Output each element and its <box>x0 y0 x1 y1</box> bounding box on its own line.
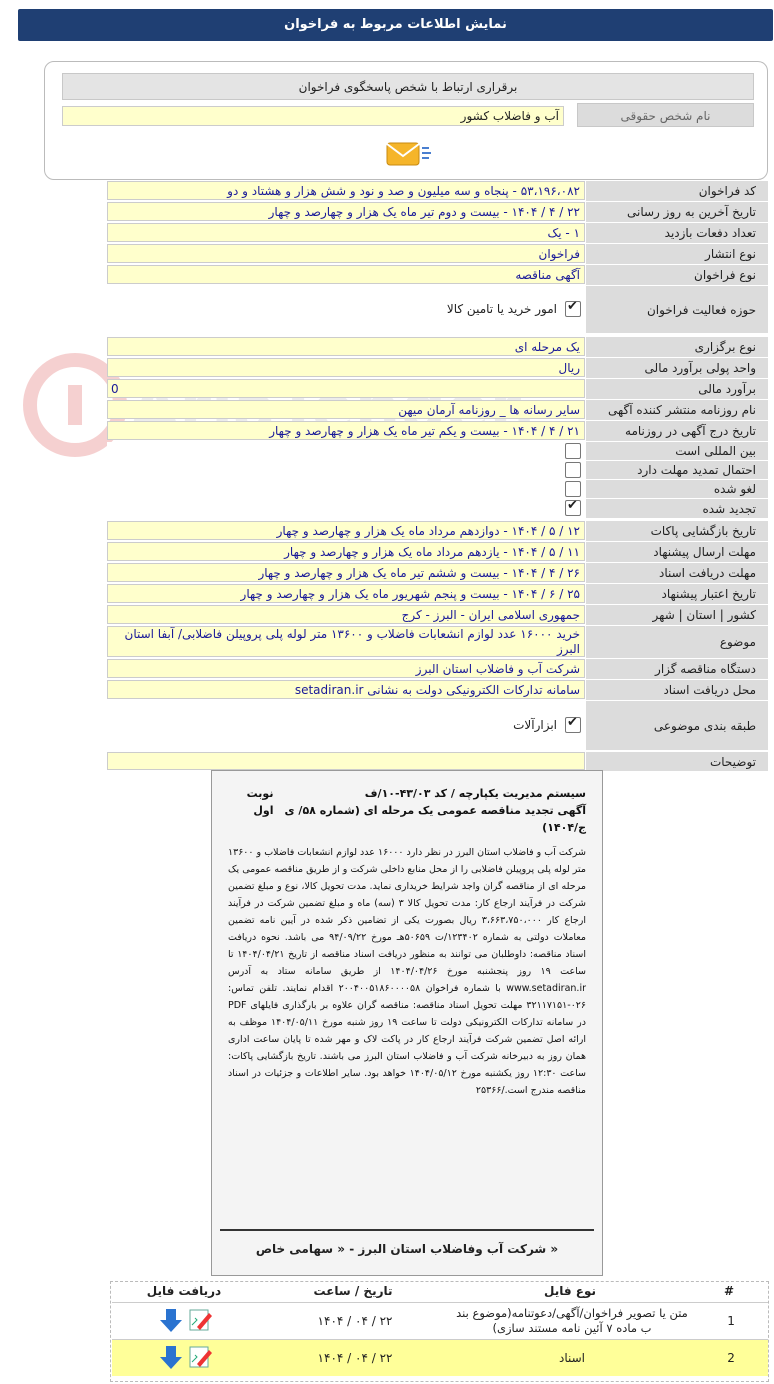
last-update-value: ۲۲ / ۴ / ۱۴۰۴ - بیست و دوم تیر ماه یک هزار و چهارصد و چهار <box>107 202 585 221</box>
category-option <box>107 714 585 736</box>
currency-value: ریال <box>107 358 585 377</box>
publish-type-value: فراخوان <box>107 244 585 263</box>
download-arrow-icon[interactable] <box>159 1344 183 1373</box>
organizer-value: شرکت آب و فاضلاب استان البرز <box>107 659 585 678</box>
ad-title-1: سیستم مدیریت یکپارچه / کد ۴۳/۰۳-۱۰/ف <box>364 787 586 800</box>
renewed-checkbox[interactable] <box>565 500 581 516</box>
docs-place-value: سامانه تدارکات الکترونیکی دولت به نشانی setadiran.ir <box>107 680 585 699</box>
file-row-type: اسناد <box>559 1351 586 1365</box>
currency-label: واحد پولی برآورد مالی <box>586 357 768 378</box>
extension-row <box>107 461 585 478</box>
file-row-actions <box>112 1340 260 1376</box>
file-row-date: ۲۲ / ۰۴ / ۱۴۰۴ <box>317 1351 393 1365</box>
call-type-value: آگهی مناقصه <box>107 265 585 284</box>
extension-checkbox[interactable] <box>565 462 581 478</box>
publish-type-label: نوع انتشار <box>586 243 768 264</box>
edit-icon[interactable] <box>187 1307 213 1336</box>
category-label: طبقه بندی موضوعی <box>586 700 768 750</box>
files-header-download: دریافت فایل <box>146 1284 222 1298</box>
visits-label: تعداد دفعات بازدید <box>586 222 768 243</box>
ad-body: شرکت آب و فاضلاب استان البرز در نظر دارد ۱۶۰۰۰ عدد لوازم انشعابات فاضلاب و ۱۳۶۰۰ متر لوله پلی پروپیلن فاضلابی را از محل منابع داخلی شرکت و از طریق مناقصه عمومی یک مرحله ای از مناقصه گران واجد شرایط خریداری نماید. مدت تحویل کالا، نوع و مبلغ تضمین شرکت در فرآیند ارجاع کار: مدت تحویل کالا ۳ (سه) ماه و مبلغ تضمین شرکت در فرآیند ارجاع کار ۳،۶۶۳،۷۵۰،۰۰۰ ریال بصورت یکی از تضامین ذکر شده در آیین نامه تضمین معاملات دولتی به شماره ۱۲۳۴۰۲/ت ۵۰۶۵۹هـ مورخ ۹۴/۰۹/۲۲ می باشد. نحوه دریافت اسناد مناقصه: داوطلبان می توانند به منظور دریافت اسناد مناقصه از تاریخ ۱۴۰۴/۰۴/۲۱ تا ساعت ۱۹ روز پنجشنبه مورخ ۱۴۰۴/۰۴/۲۶ از طریق سامانه ستاد به آدرس www.setadiran.ir با شماره فراخوان ۲۰۰۴۰۰۵۱۸۶۰۰۰۰۵۸ اقدام نمایند. تلفن تماس: ۰۲۶-۳۲۱۱۷۱۵۱ مهلت تحویل اسناد مناقصه: مناقصه گران علاوه بر بارگذاری فایلهای PDF در سامانه تدارکات الکترونیکی دولت تا ساعت ۱۹ روز شنبه مورخ ۱۴۰۴/۰۵/۱۱ موظف به ارائه اصل تضمین شرکت فرآیند ارجاع کار در پاکت لاک و مهر شده تا پایان ساعت اداری همان روز به دبیرخانه شرکت آب و فاضلاب استان البرز می باشند. تاریخ بازگشایی پاکات: ساعت ۱۲:۳۰ روز یکشنبه مورخ ۱۴۰۴/۰۵/۱۲ خواهد بود. سایر اطلاعات و جزئیات در اسناد مناقصه مندرج است./۲۵۳۶۶ <box>228 847 587 1096</box>
download-arrow-icon[interactable] <box>159 1307 183 1336</box>
notes-label: توضیحات <box>586 751 768 771</box>
submit-deadline-label: مهلت ارسال پیشنهاد <box>586 541 768 562</box>
extension-label: احتمال تمدید مهلت دارد <box>586 460 768 479</box>
file-row-actions <box>112 1303 260 1339</box>
international-label: بین المللی است <box>586 441 768 460</box>
activity-checkbox[interactable] <box>565 301 581 317</box>
activity-option-label: امور خرید یا تامین کالا <box>446 302 557 316</box>
call-code-label: کد فراخوان <box>586 180 768 201</box>
legal-name-label: نام شخص حقوقی <box>577 103 754 127</box>
ad-footer: شرکت آب وفاضلاب استان البرز - « سهامی خاص » <box>220 1229 594 1267</box>
newspaper-date-value: ۲۱ / ۴ / ۱۴۰۴ - بیست و یکم تیر ماه یک هزار و چهارصد و چهار <box>107 421 585 440</box>
newspaper-label: نام روزنامه منتشر کننده آگهی <box>586 399 768 420</box>
category-option-label: ابزارآلات <box>513 718 557 732</box>
files-header-type: نوع فایل <box>544 1284 596 1298</box>
docs-deadline-value: ۲۶ / ۴ / ۱۴۰۴ - بیست و ششم تیر ماه یک هزار و چهارصد و چهار <box>107 563 585 582</box>
activity-option <box>107 298 585 320</box>
files-header-date: تاریخ / ساعت <box>313 1284 393 1298</box>
ad-image[interactable] <box>211 770 603 1276</box>
validity-value: ۲۵ / ۶ / ۱۴۰۴ - بیست و پنجم شهریور ماه یک هزار و چهارصد و چهار <box>107 584 585 603</box>
newspaper-value: سایر رسانه ها _ روزنامه آرمان میهن <box>107 400 585 419</box>
opening-date-label: تاریخ بازگشایی پاکات <box>586 520 768 541</box>
location-label: کشور | استان | شهر <box>586 604 768 625</box>
ad-title-2: آگهی تجدید مناقصه عمومی یک مرحله ای (شماره ۵۸/ ی ج/۱۴۰۴) <box>284 804 586 834</box>
location-value: جمهوری اسلامی ایران - البرز - کرج <box>107 605 585 624</box>
cancelled-label: لغو شده <box>586 479 768 498</box>
holding-type-value: یک مرحله ای <box>107 337 585 356</box>
files-header-num: # <box>723 1284 735 1298</box>
edit-icon[interactable] <box>187 1344 213 1373</box>
international-checkbox[interactable] <box>565 443 581 459</box>
file-row-date: ۲۲ / ۰۴ / ۱۴۰۴ <box>317 1314 393 1328</box>
international-row <box>107 442 585 459</box>
last-update-label: تاریخ آخرین به روز رسانی <box>586 201 768 222</box>
visits-value: ۱ - یک <box>107 223 585 242</box>
docs-deadline-label: مهلت دریافت اسناد <box>586 562 768 583</box>
activity-label: حوزه فعالیت فراخوان <box>586 285 768 333</box>
subject-label: موضوع <box>586 625 768 658</box>
file-row-num: 1 <box>727 1314 735 1328</box>
cancelled-checkbox[interactable] <box>565 481 581 497</box>
legal-name-value: آب و فاضلاب کشور <box>62 106 564 126</box>
subject-value: خرید ۱۶۰۰۰ عدد لوازم انشعابات فاضلاب و ۱۳۶۰۰ متر لوله پلی پروپیلن فاضلابی/ آبفا استان البرز <box>107 626 585 657</box>
call-code-value: ۵۳،۱۹۶،۰۸۲ - پنجاه و سه میلیون و صد و نود و شش هزار و هشتاد و دو <box>107 181 585 200</box>
files-header <box>110 1282 769 1300</box>
renewed-row <box>107 499 585 517</box>
submit-deadline-value: ۱۱ / ۵ / ۱۴۰۴ - یازدهم مرداد ماه یک هزار و چهارصد و چهار <box>107 542 585 561</box>
file-row <box>112 1302 768 1339</box>
holding-type-label: نوع برگزاری <box>586 336 768 357</box>
cancelled-row <box>107 480 585 497</box>
renewed-label: تجدید شده <box>586 498 768 518</box>
organizer-label: دستگاه مناقصه گزار <box>586 658 768 679</box>
validity-label: تاریخ اعتبار پیشنهاد <box>586 583 768 604</box>
estimate-label: برآورد مالی <box>586 378 768 399</box>
estimate-value: 0 <box>107 379 585 398</box>
notes-value <box>107 752 585 770</box>
envelope-icon[interactable] <box>384 137 432 171</box>
file-row-type: متن یا تصویر فراخوان/آگهی/دعوتنامه(موضوع بند ب ماده ۷ آئین نامه مستند سازی) <box>456 1306 688 1335</box>
file-row-num: 2 <box>727 1351 735 1365</box>
newspaper-date-label: تاریخ درج آگهی در روزنامه <box>586 420 768 441</box>
category-checkbox[interactable] <box>565 717 581 733</box>
page-title: نمایش اطلاعات مربوط به فراخوان <box>18 9 773 41</box>
docs-place-label: محل دریافت اسناد <box>586 679 768 700</box>
call-type-label: نوع فراخوان <box>586 264 768 285</box>
opening-date-value: ۱۲ / ۵ / ۱۴۰۴ - دوازدهم مرداد ماه یک هزار و چهارصد و چهار <box>107 521 585 540</box>
ad-turn: نوبت اول <box>246 787 274 817</box>
contact-header: برقراری ارتباط با شخص پاسخگوی فراخوان <box>62 73 754 100</box>
file-row <box>112 1339 768 1376</box>
